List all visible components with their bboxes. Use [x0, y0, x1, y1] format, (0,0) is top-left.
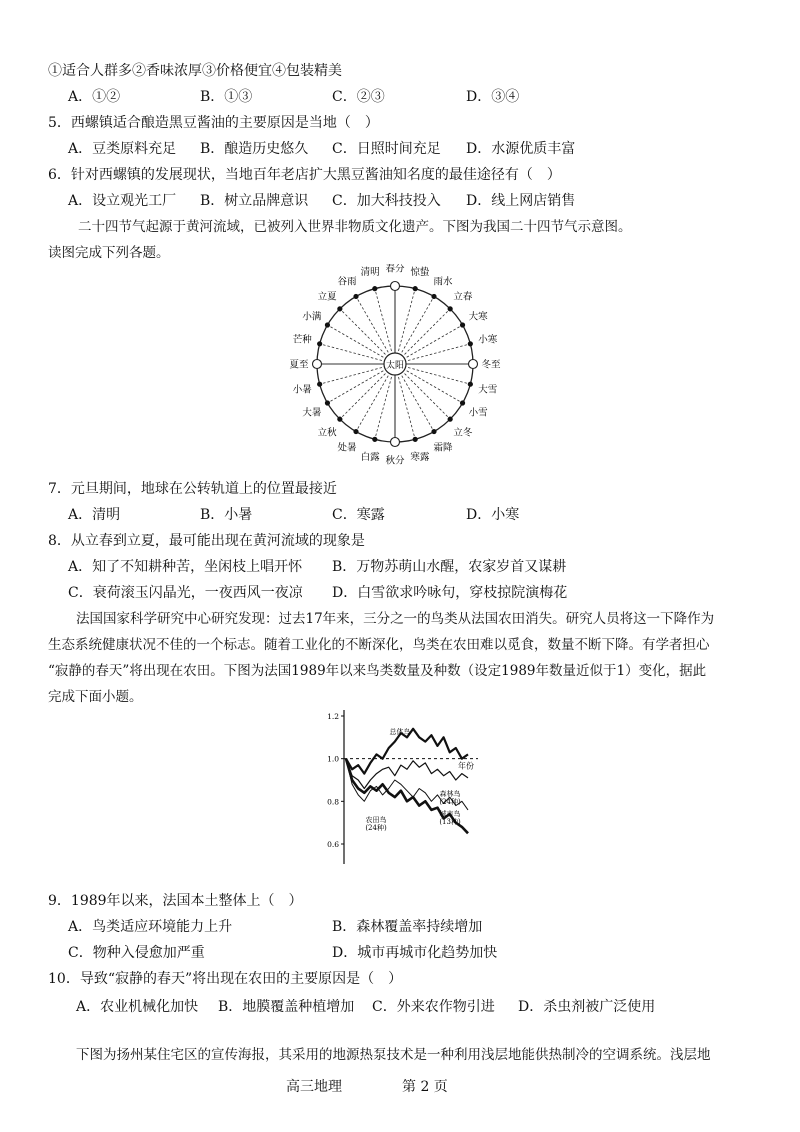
solar-term-node-major — [391, 438, 400, 447]
solar-term-node — [460, 322, 465, 327]
q8-choice-c[interactable]: C．衰荷滚玉闪晶光，一夜西风一夜凉 — [68, 585, 303, 601]
q7-stem: 7．元旦期间，地球在公转轨道上的位置最接近 — [48, 481, 337, 497]
q4-statements: ①适合人群多②香味浓厚③价格便宜④包装精美 — [48, 63, 342, 79]
solar-term-ray — [375, 289, 395, 364]
solar-term-node — [372, 437, 377, 442]
sun-label: 太阳 — [385, 361, 405, 371]
solar-term-node — [337, 306, 342, 311]
q6-choice-c[interactable]: C．加大科技投入 — [332, 193, 441, 209]
intro-birds-line3: “寂静的春天”将出现在农田。下图为法国1989年以来鸟类数量及种数（设定1989年数量近似于1）变化，据此 — [48, 663, 707, 679]
solar-term-label: 夏至 — [289, 359, 309, 371]
solar-term-ray — [395, 296, 434, 364]
bird-population-chart — [318, 704, 484, 870]
solar-term-ray — [340, 309, 395, 364]
solar-term-ray — [395, 309, 450, 364]
q8-choice-d[interactable]: D．白雪欲求吟咏句，穿枝掠院演梅花 — [332, 585, 568, 601]
x-axis-label: 年份 — [458, 761, 474, 771]
solar-term-label: 白露 — [360, 452, 380, 464]
series-label-2: 城市鸟(13种) — [439, 810, 461, 826]
y-tick-label: 0.6 — [327, 840, 339, 849]
solar-term-label: 小满 — [302, 311, 322, 323]
solar-term-ray — [327, 325, 395, 364]
solar-term-label: 寒露 — [410, 452, 430, 464]
intro-solar-terms-line1: 二十四节气起源于黄河流域，已被列入世界非物质文化遗产。下图为我国二十四节气示意图。 — [78, 219, 632, 235]
q5-choice-c[interactable]: C．日照时间充足 — [332, 141, 441, 157]
solar-term-label: 大雪 — [478, 384, 498, 396]
solar-term-node — [325, 400, 330, 405]
solar-term-ray — [395, 289, 415, 364]
intro-birds-line2: 生态系统健康状况不佳的一个标志。随着工业化的不断深化，鸟类在农田难以觅食，数量不断下降。有学者担心 — [48, 637, 710, 653]
solar-term-node — [372, 286, 377, 291]
q10-choice-c[interactable]: C．外来农作物引进 — [372, 999, 495, 1015]
intro-heat-pump: 下图为扬州某住宅区的宣传海报，其采用的地源热泵技术是一种利用浅层地能供热制冷的空调系统。浅层地 — [76, 1047, 711, 1063]
solar-term-label: 大暑 — [302, 407, 322, 419]
q5-choice-d[interactable]: D．水源优质丰富 — [466, 141, 576, 157]
footer-page: 第 2 页 — [402, 1079, 448, 1095]
solar-term-ray — [395, 364, 450, 419]
solar-term-label: 小暑 — [292, 384, 312, 396]
q8-choice-b[interactable]: B．万物苏萌山水醒，农家岁首又谋耕 — [332, 559, 567, 575]
solar-term-node — [468, 382, 473, 387]
solar-term-node — [431, 429, 436, 434]
solar-term-label: 立冬 — [453, 427, 473, 439]
q9-choice-c[interactable]: C．物种入侵愈加严重 — [68, 945, 205, 961]
solar-term-node — [353, 294, 358, 299]
q4-choice-c[interactable]: C．②③ — [332, 89, 385, 105]
solar-term-node — [413, 437, 418, 442]
solar-term-label: 处暑 — [337, 442, 357, 454]
solar-term-label: 立夏 — [317, 291, 337, 303]
q8-choice-a[interactable]: A．知了不知耕种苦，坐闲枝上唱开怀 — [68, 559, 303, 575]
q6-stem: 6．针对西螺镇的发展现状，当地百年老店扩大黑豆酱油知名度的最佳途径有（ ） — [48, 167, 561, 183]
solar-term-node-major — [391, 282, 400, 291]
solar-term-node — [448, 417, 453, 422]
q7-choice-a[interactable]: A．清明 — [68, 507, 121, 523]
solar-term-label: 芒种 — [292, 334, 312, 346]
y-tick-label: 1.2 — [327, 712, 339, 721]
solar-term-node — [460, 400, 465, 405]
series-label-0: 总体鸟 — [389, 728, 411, 736]
q4-choice-b[interactable]: B．①③ — [200, 89, 253, 105]
solar-term-label: 大寒 — [468, 311, 488, 323]
q5-choice-b[interactable]: B．酿造历史悠久 — [200, 141, 309, 157]
solar-term-node-major — [313, 360, 322, 369]
intro-solar-terms-line2: 读图完成下列各题。 — [48, 245, 170, 261]
q9-stem: 9．1989年以来，法国本土整体上（ ） — [48, 893, 303, 909]
y-tick-label: 0.8 — [327, 797, 339, 807]
solar-term-ray — [375, 364, 395, 439]
q9-choice-b[interactable]: B．森林覆盖率持续增加 — [332, 919, 483, 935]
q4-choice-d[interactable]: D．③④ — [466, 89, 520, 105]
solar-term-label: 春分 — [385, 264, 405, 275]
solar-term-label: 秋分 — [385, 455, 405, 467]
solar-term-node — [337, 417, 342, 422]
solar-term-node — [317, 382, 322, 387]
q5-stem: 5．西螺镇适合酿造黑豆酱油的主要原因是当地（ ） — [48, 115, 379, 131]
solar-term-ray — [356, 296, 395, 364]
solar-term-node — [317, 341, 322, 346]
solar-term-ray — [395, 344, 470, 364]
y-tick-label: 1.0 — [327, 754, 339, 764]
solar-term-label: 谷雨 — [337, 276, 357, 288]
solar-term-node — [468, 341, 473, 346]
q7-choice-b[interactable]: B．小暑 — [200, 507, 253, 523]
q8-stem: 8．从立春到立夏，最可能出现在黄河流域的现象是 — [48, 533, 365, 549]
solar-term-ray — [395, 325, 463, 364]
series-label-1: 森林鸟(24种) — [439, 790, 461, 806]
q5-choice-a[interactable]: A．豆类原料充足 — [68, 141, 177, 157]
q7-choice-d[interactable]: D．小寒 — [466, 507, 520, 523]
solar-term-ray — [395, 364, 415, 439]
solar-term-ray — [340, 364, 395, 419]
intro-birds-line1: 法国国家科学研究中心研究发现：过去17年来，三分之一的鸟类从法国农田消失。研究人员将这一下降作为 — [76, 611, 715, 627]
q10-choice-b[interactable]: B．地膜覆盖种植增加 — [218, 999, 355, 1015]
solar-term-node — [413, 286, 418, 291]
q4-choice-a[interactable]: A．①② — [68, 89, 121, 105]
q9-choice-d[interactable]: D．城市再城市化趋势加快 — [332, 945, 498, 961]
solar-term-label: 霜降 — [433, 442, 453, 454]
solar-term-node — [353, 429, 358, 434]
solar-term-label: 惊蛰 — [410, 266, 430, 278]
footer-subject: 高三地理 — [286, 1079, 342, 1095]
solar-term-node — [325, 322, 330, 327]
q10-stem: 10．导致“寂静的春天”将出现在农田的主要原因是（ ） — [48, 971, 403, 987]
solar-term-ray — [327, 364, 395, 403]
solar-term-label: 小寒 — [478, 334, 498, 346]
q10-choice-d[interactable]: D．杀虫剂被广泛使用 — [518, 999, 656, 1015]
solar-term-label: 清明 — [360, 266, 380, 278]
q6-choice-a[interactable]: A．设立观光工厂 — [68, 193, 177, 209]
solar-term-label: 立春 — [453, 291, 473, 303]
q6-choice-b[interactable]: B．树立品牌意识 — [200, 193, 309, 209]
q6-choice-d[interactable]: D．线上网店销售 — [466, 193, 576, 209]
solar-term-ray — [395, 364, 463, 403]
solar-term-ray — [356, 364, 395, 432]
intro-birds-line4: 完成下面小题。 — [48, 689, 143, 705]
q10-choice-a[interactable]: A．农业机械化加快 — [76, 999, 199, 1015]
q9-choice-a[interactable]: A．鸟类适应环境能力上升 — [68, 919, 233, 935]
solar-term-ray — [395, 364, 434, 432]
solar-term-node — [431, 294, 436, 299]
solar-term-label: 冬至 — [481, 359, 501, 371]
solar-term-label: 雨水 — [433, 276, 453, 288]
solar-term-ray — [320, 364, 395, 384]
series-label-3: 农田鸟(24种) — [365, 816, 387, 832]
q7-choice-c[interactable]: C．寒露 — [332, 507, 385, 523]
solar-term-label: 立秋 — [317, 427, 337, 439]
solar-term-node — [448, 306, 453, 311]
solar-term-node-major — [469, 360, 478, 369]
solar-term-ray — [320, 344, 395, 364]
solar-terms-diagram — [280, 264, 516, 472]
solar-term-ray — [395, 364, 470, 384]
solar-term-label: 小雪 — [468, 407, 488, 419]
